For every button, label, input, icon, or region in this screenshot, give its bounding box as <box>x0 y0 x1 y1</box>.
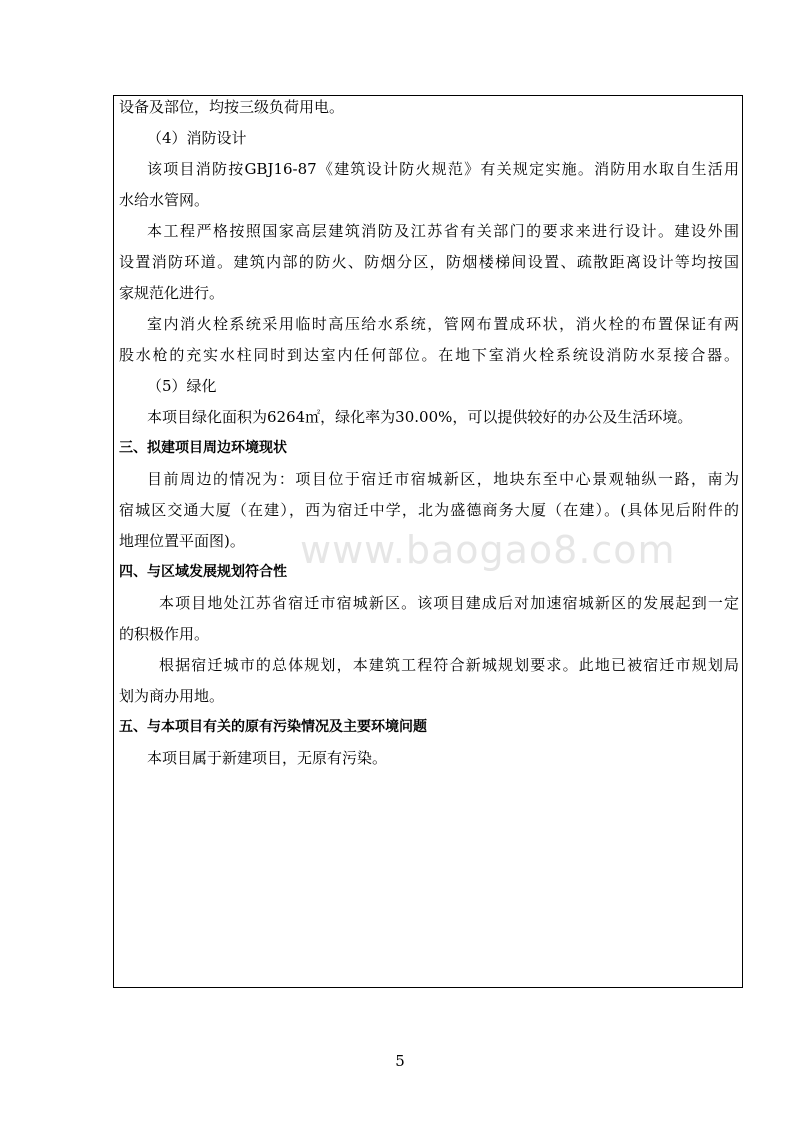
text-line: 根据宿迁城市的总体规划，本建筑工程符合新城规划要求。此地已被宿迁市规划局 <box>159 656 739 674</box>
watermark: www.baogao8.com <box>300 528 676 572</box>
text-line: 家规范化进行。 <box>119 284 225 302</box>
section-heading-surroundings: 三、拟建项目周边环境现状 <box>119 440 287 456</box>
page-number: 5 <box>395 1052 405 1070</box>
text-line: 室内消火栓系统采用临时高压给水系统，管网布置成环状，消火栓的布置保证有两 <box>147 315 739 333</box>
text-line: 设备及部位，均按三级负荷用电。 <box>119 98 345 116</box>
text-line: 地理位置平面图)。 <box>119 532 245 550</box>
text-line: 的积极作用。 <box>119 625 210 643</box>
subsection-heading-greening: （5）绿化 <box>147 377 217 395</box>
text-line: 宿城区交通大厦（在建），西为宿迁中学，北为盛德商务大厦（在建）。(具体见后附件的 <box>119 501 739 519</box>
section-heading-planning: 四、与区域发展规划符合性 <box>119 564 287 580</box>
text-line: 目前周边的情况为：项目位于宿迁市宿城新区，地块东至中心景观轴纵一路，南为 <box>147 470 739 488</box>
text-line: 本工程严格按照国家高层建筑消防及江苏省有关部门的要求来进行设计。建设外围 <box>147 222 739 240</box>
section-heading-pollution: 五、与本项目有关的原有污染情况及主要环境问题 <box>119 719 427 735</box>
text-line: 股水枪的充实水柱同时到达室内任何部位。在地下室消火栓系统设消防水泵接合器。 <box>119 346 739 364</box>
text-line: 设置消防环道。建筑内部的防火、防烟分区，防烟楼梯间设置、疏散距离设计等均按国 <box>119 253 739 271</box>
subsection-heading-fire: （4）消防设计 <box>147 129 247 147</box>
text-line: 该项目消防按GBJ16-87《建筑设计防火规范》有关规定实施。消防用水取自生活用 <box>147 160 739 178</box>
text-line: 本项目绿化面积为6264㎡，绿化率为30.00%，可以提供较好的办公及生活环境。 <box>147 408 693 426</box>
text-line: 水给水管网。 <box>119 191 210 209</box>
text-line: 本项目属于新建项目，无原有污染。 <box>147 749 388 767</box>
text-line: 本项目地处江苏省宿迁市宿城新区。该项目建成后对加速宿城新区的发展起到一定 <box>159 594 739 612</box>
text-line: 划为商办用地。 <box>119 687 225 705</box>
